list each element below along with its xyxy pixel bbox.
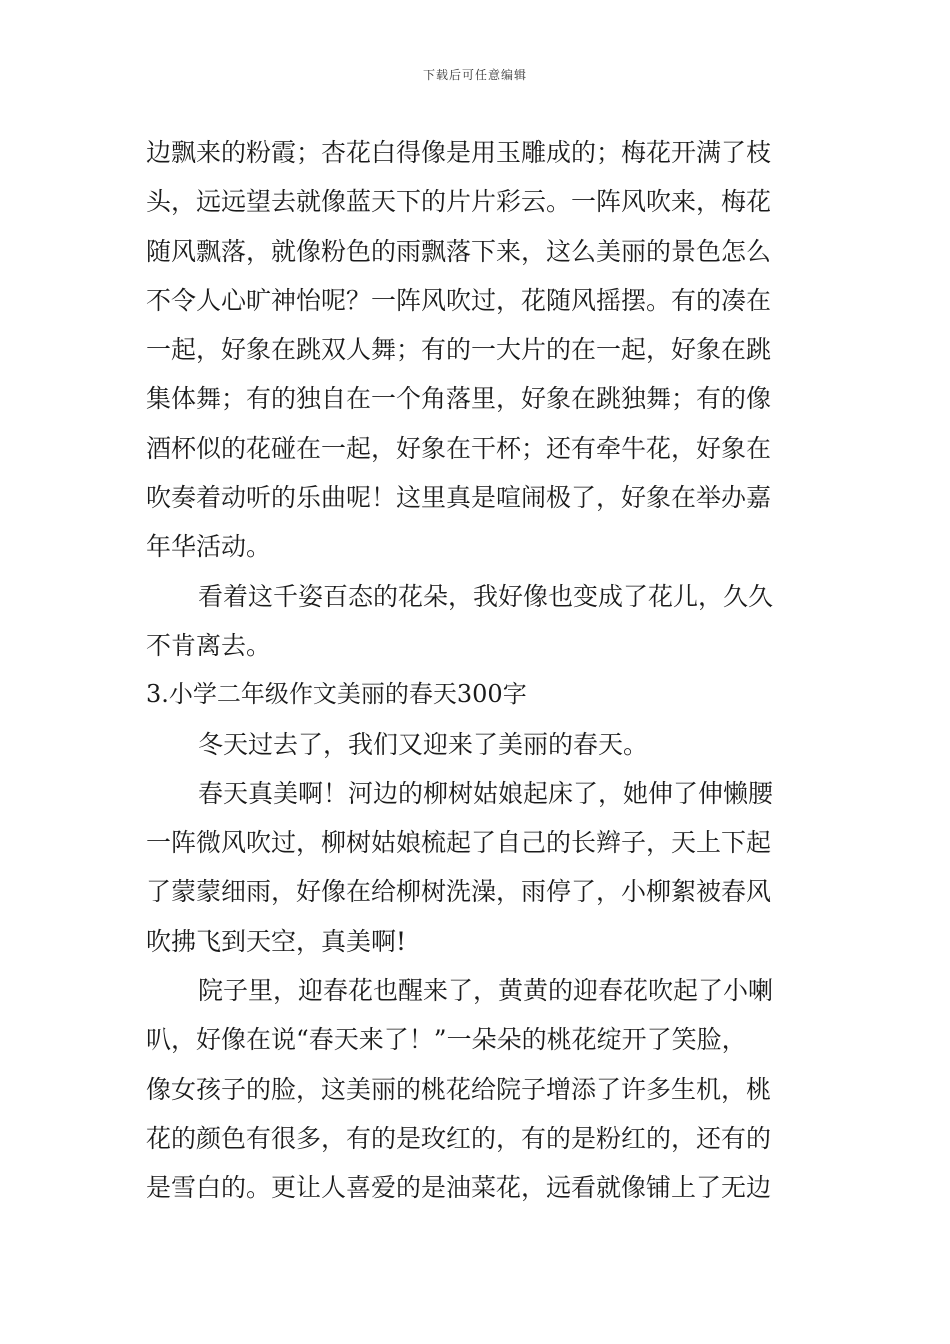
text-line: 吹奏着动听的乐曲呢！这里真是喧闹极了，好象在举办嘉 (146, 483, 772, 513)
text-line: 了蒙蒙细雨，好像在给柳树洗澡，雨停了，小柳絮被春风 (146, 877, 772, 907)
document-body (146, 128, 806, 1213)
text-line: 不令人心旷神怡呢？一阵风吹过，花随风摇摆。有的凑在 (146, 285, 772, 315)
text-line: 花的颜色有很多，有的是玫红的，有的是粉红的，还有的 (146, 1123, 772, 1153)
text-line: 叭，好像在说“春天来了！”一朵朵的桃花绽开了笑脸， (146, 1025, 747, 1055)
text-line: 头，远远望去就像蓝天下的片片彩云。一阵风吹来，梅花 (146, 187, 772, 217)
text-line: 吹拂飞到天空，真美啊! (146, 926, 407, 956)
text-line: 冬天过去了，我们又迎来了美丽的春天。 (198, 729, 649, 759)
text-line: 一阵微风吹过，柳树姑娘梳起了自己的长辫子，天上下起 (146, 828, 772, 858)
text-line: 像女孩子的脸，这美丽的桃花给院子增添了许多生机，桃 (146, 1074, 772, 1104)
page-header: 下载后可任意编辑 (422, 68, 527, 82)
text-line: 随风飘落，就像粉色的雨飘落下来，这么美丽的景色怎么 (146, 236, 772, 266)
text-line: 集体舞；有的独自在一个角落里，好象在跳独舞；有的像 (146, 384, 772, 414)
section-heading: 3.小学二年级作文美丽的春天300字 (146, 680, 527, 709)
text-line: 不肯离去。 (146, 630, 272, 660)
text-line: 一起，好象在跳双人舞；有的一大片的在一起，好象在跳 (146, 335, 772, 365)
text-line: 春天真美啊！河边的柳树姑娘起床了，她伸了伸懒腰 (198, 778, 774, 808)
text-line: 看着这千姿百态的花朵，我好像也变成了花儿，久久 (198, 581, 774, 611)
text-line: 年华活动。 (146, 532, 272, 562)
text-line: 院子里，迎春花也醒来了，黄黄的迎春花吹起了小喇 (198, 976, 774, 1006)
text-line: 边飘来的粉霞；杏花白得像是用玉雕成的；梅花开满了枝 (146, 138, 772, 167)
text-line: 是雪白的。更让人喜爱的是油菜花，远看就像铺上了无边 (146, 1173, 772, 1203)
text-line: 酒杯似的花碰在一起，好象在干杯；还有牵牛花，好象在 (146, 433, 772, 463)
